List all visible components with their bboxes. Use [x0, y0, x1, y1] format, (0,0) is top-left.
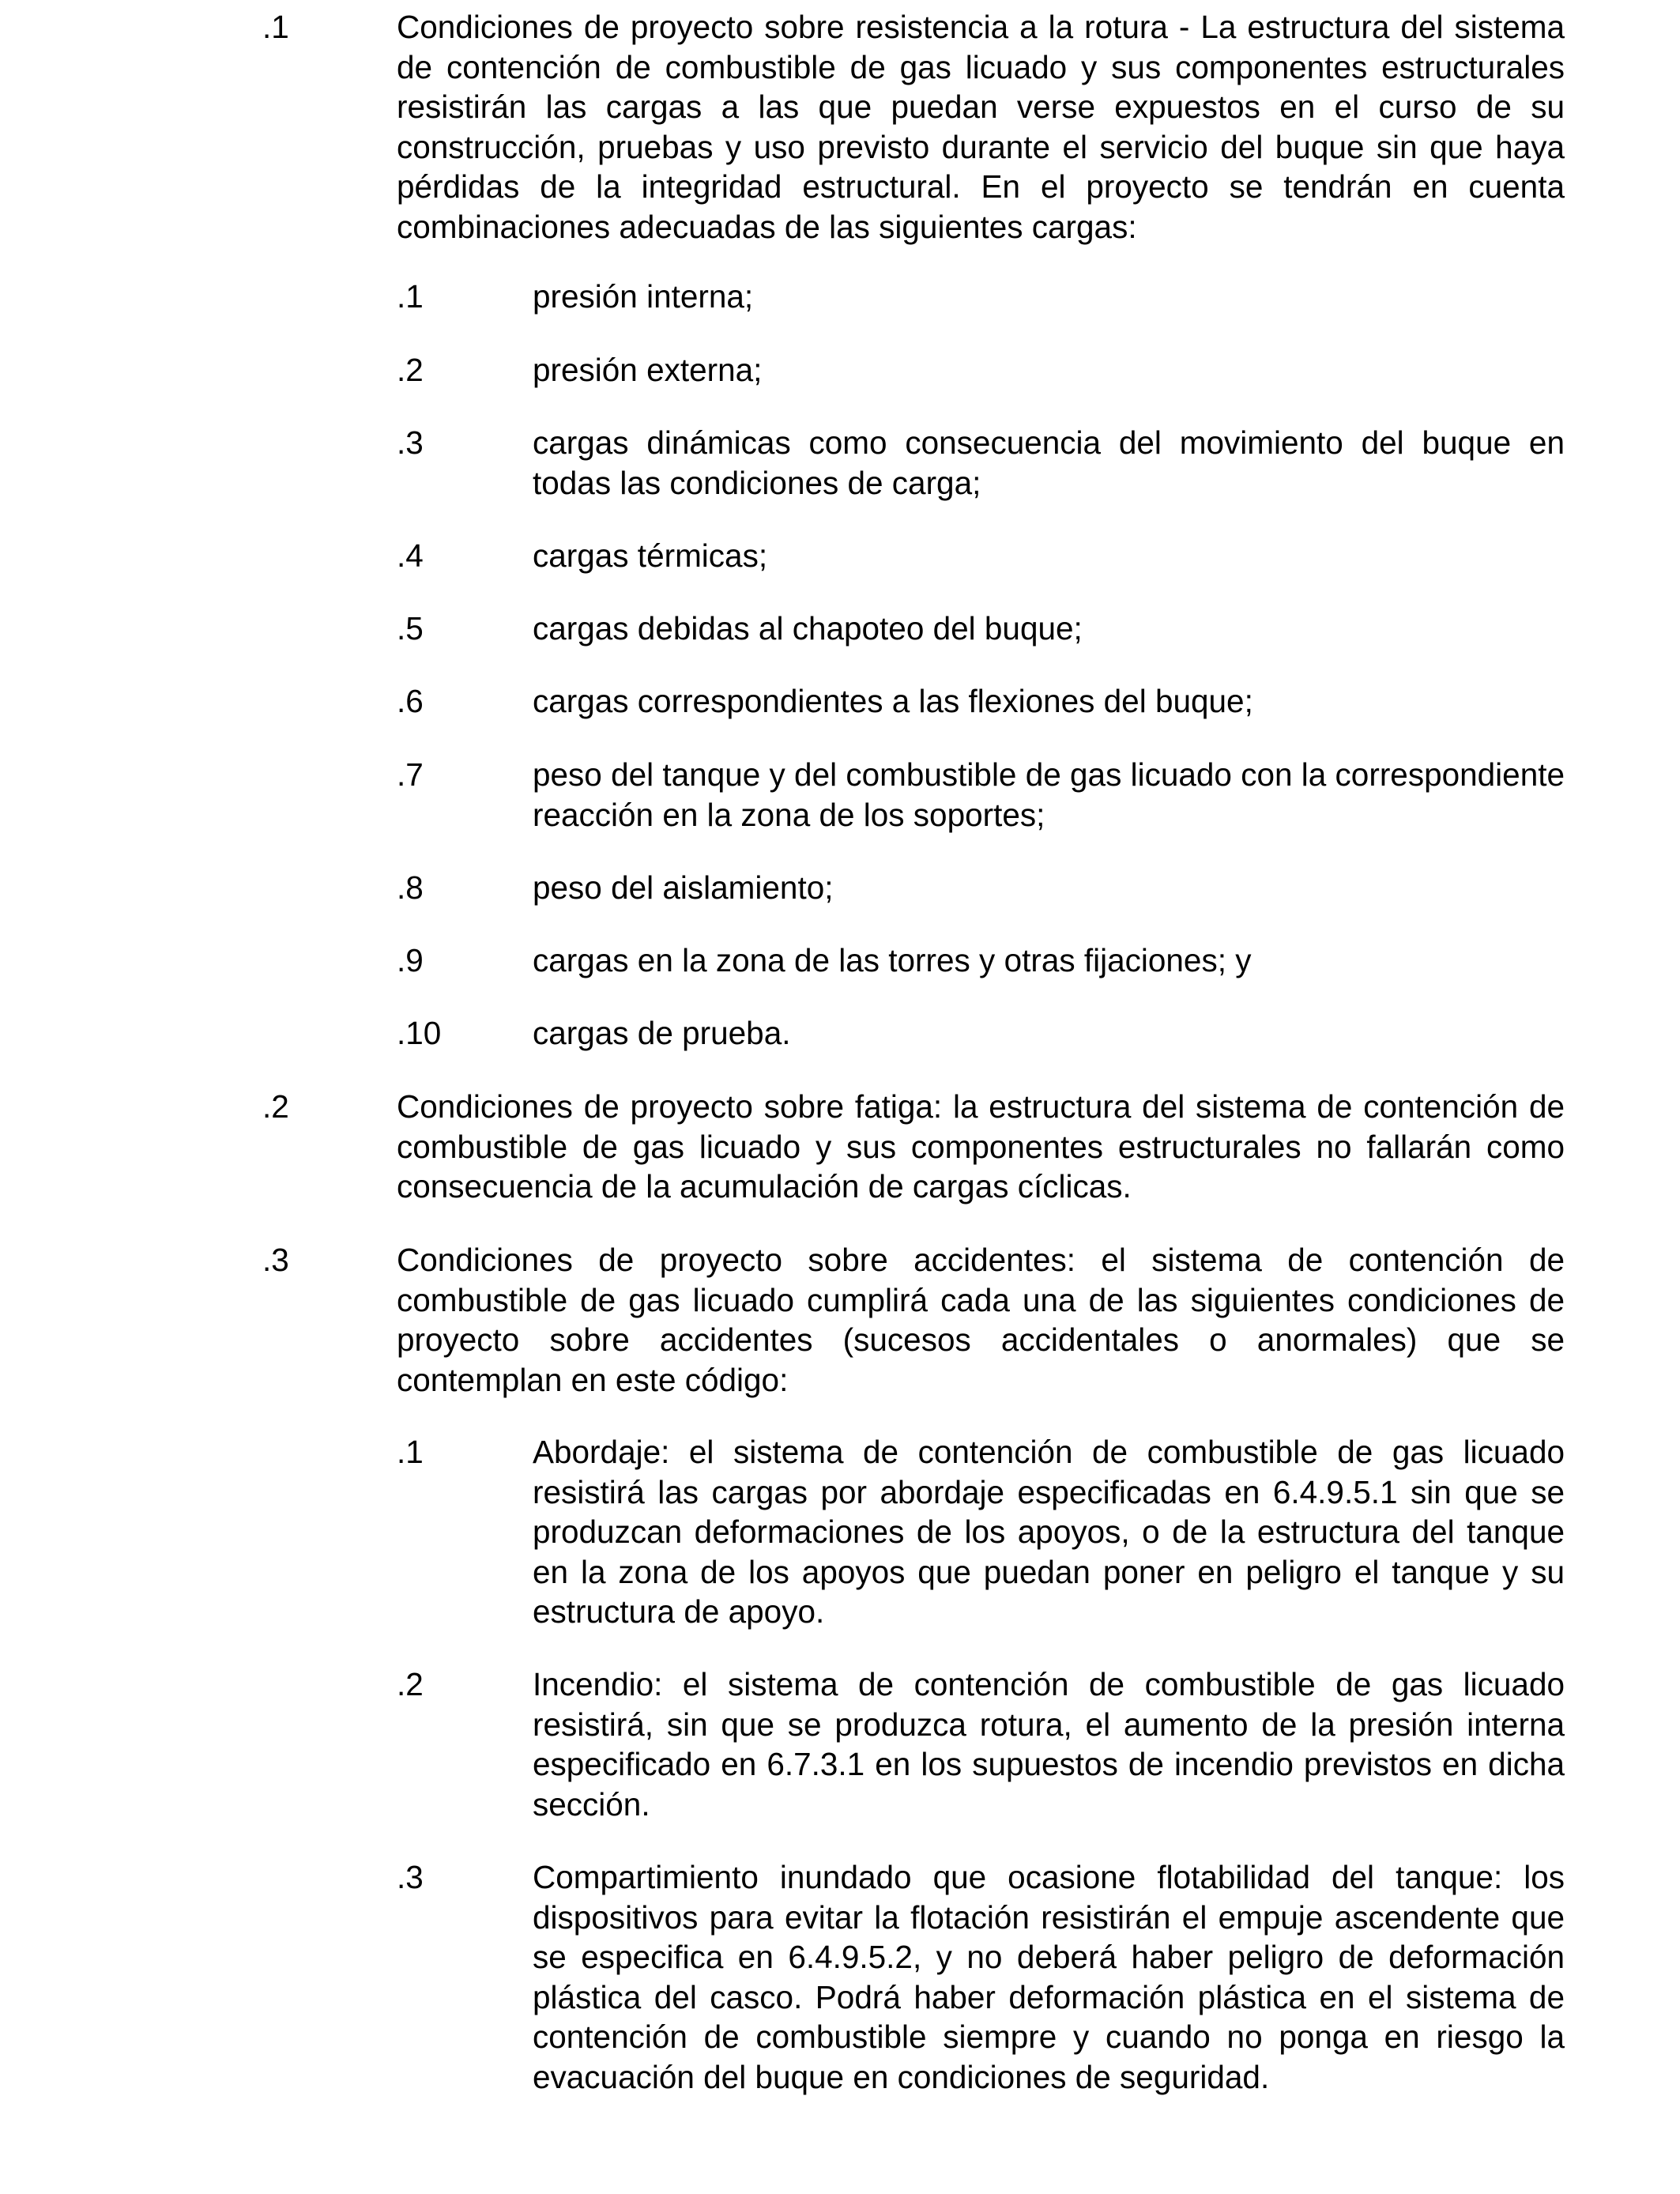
subitem-text: presión externa;	[533, 352, 763, 388]
subitem-number: .4	[397, 537, 424, 574]
subitem-text: Incendio: el sistema de contención de combustible de gas licuado resistirá, sin que se produzca rotura, el aumento de la presión interna especificado en 6.7.3.1 en los supuestos de incendio previstos en dicha sección.	[533, 1666, 1565, 1823]
subitem-text: presión interna;	[533, 278, 754, 315]
subitem-number: .2	[397, 1666, 424, 1702]
subitem-text: cargas dinámicas como consecuencia del movimiento del buque en todas las condiciones de carga;	[533, 424, 1565, 501]
subitem-number: .10	[397, 1015, 442, 1051]
subitem-number: .5	[397, 610, 424, 647]
subitem-number: .7	[397, 756, 424, 793]
subitem-number: .9	[397, 942, 424, 978]
subitem-text: Abordaje: el sistema de contención de combustible de gas licuado resistirá las cargas por abordaje especificadas en 6.4.9.5.1 sin que se produzcan deformaciones de los apoyos, o de la estructura del tanque en la zona de los apoyos que puedan poner en peligro el tanque y su estructura de apoyo.	[533, 1434, 1565, 1630]
subitem-text: cargas debidas al chapoteo del buque;	[533, 610, 1083, 647]
subitem-text: cargas térmicas;	[533, 537, 768, 574]
subitem-number: .1	[397, 278, 424, 315]
subitem-text: cargas correspondientes a las flexiones del buque;	[533, 683, 1253, 719]
subitem-text: cargas en la zona de las torres y otras fijaciones; y	[533, 942, 1252, 978]
subitem-number: .3	[397, 1859, 424, 1895]
item-text: Condiciones de proyecto sobre resistencia a la rotura - La estructura del sistema de contención de combustible de gas licuado y sus componentes estructurales resistirán las cargas a las que puedan verse expuestos en el curso de su construcción, pruebas y uso previsto durante el servicio del buque sin que haya pérdidas de la integridad estructural. En el proyecto se tendrán en cuenta combinaciones adecuadas de las siguientes cargas:	[397, 9, 1565, 245]
subitem-number: .6	[397, 683, 424, 719]
subitem-number: .1	[397, 1434, 424, 1470]
subitem-text: peso del aislamiento;	[533, 869, 834, 906]
item-number: .3	[262, 1242, 289, 1278]
subitem-text: Compartimiento inundado que ocasione flotabilidad del tanque: los dispositivos para evitar la flotación resistirán el empuje ascendente que se especifica en 6.4.9.5.2, y no deberá haber peligro de deformación plástica del casco. Podrá haber deformación plástica en el sistema de contención de combustible siempre y cuando no ponga en riesgo la evacuación del buque en condiciones de seguridad.	[533, 1859, 1565, 2095]
subitem-number: .8	[397, 869, 424, 906]
item-text: Condiciones de proyecto sobre accidentes: el sistema de contención de combustible de gas licuado cumplirá cada una de las siguientes condiciones de proyecto sobre accidentes (sucesos accidentales o anormales) que se contemplan en este código:	[397, 1242, 1565, 1398]
subitem-number: .2	[397, 352, 424, 388]
subitem-number: .3	[397, 424, 424, 461]
subitem-text: peso del tanque y del combustible de gas licuado con la correspondiente reacción en la zona de los soportes;	[533, 756, 1565, 833]
subitem-text: cargas de prueba.	[533, 1015, 791, 1051]
item-number: .2	[262, 1088, 289, 1125]
item-text: Condiciones de proyecto sobre fatiga: la estructura del sistema de contención de combustible de gas licuado y sus componentes estructurales no fallarán como consecuencia de la acumulación de cargas cíclicas.	[397, 1088, 1565, 1204]
item-number: .1	[262, 9, 289, 45]
